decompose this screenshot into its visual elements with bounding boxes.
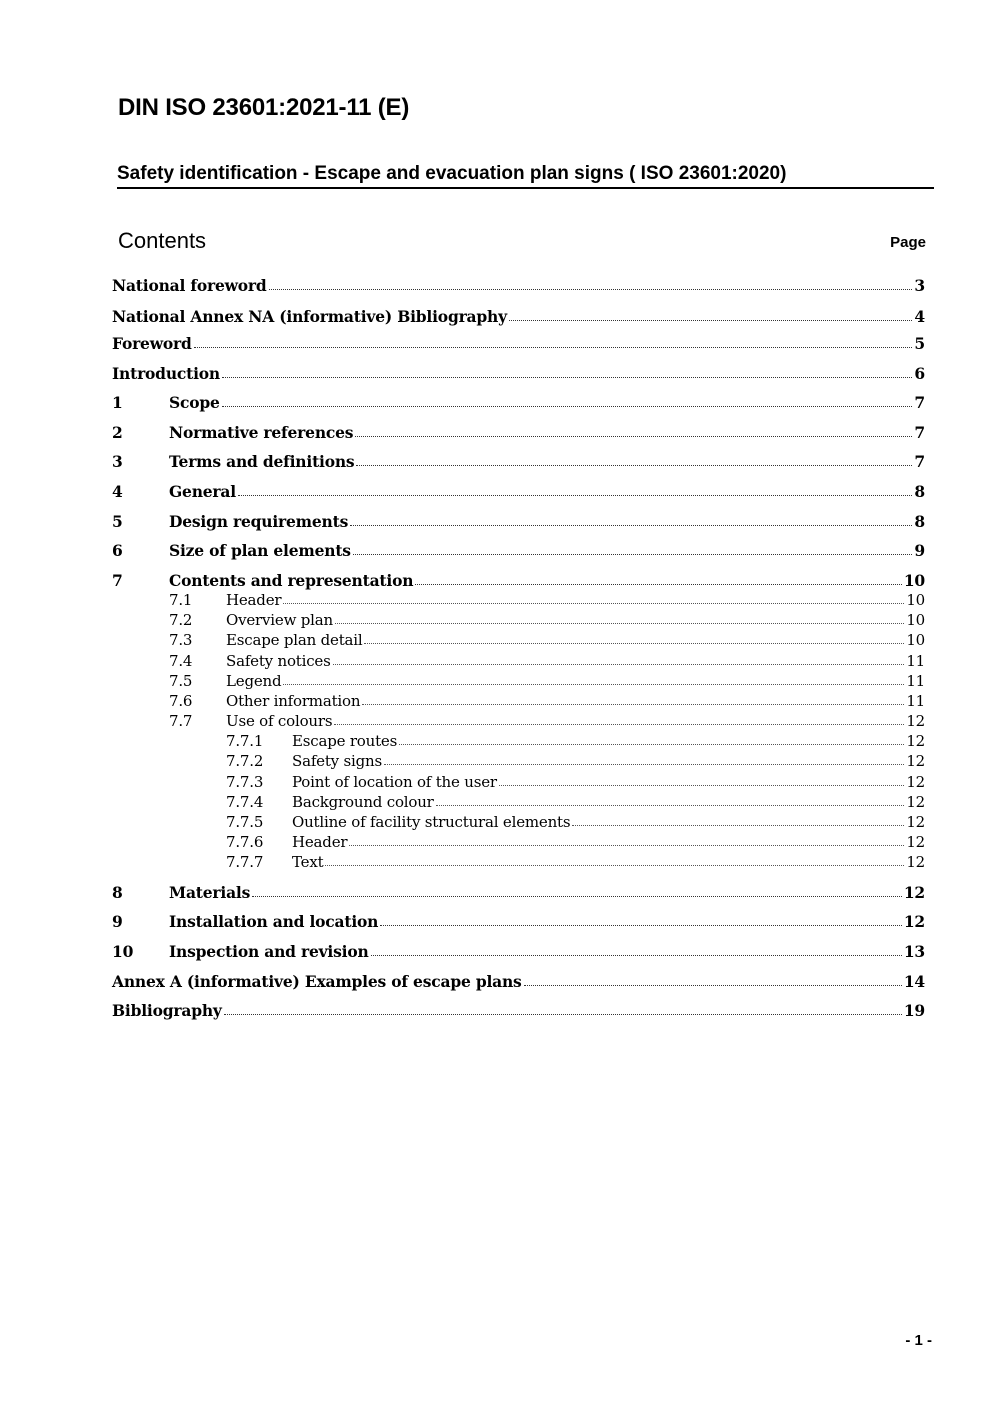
toc-entry-number: 10 bbox=[112, 942, 134, 961]
toc-entry-page: 12 bbox=[906, 833, 925, 851]
toc-entry-page: 5 bbox=[914, 334, 925, 353]
toc-entry-title: Safety signs bbox=[292, 752, 382, 770]
toc-entry-page: 7 bbox=[914, 393, 925, 412]
toc-entry[interactable] bbox=[112, 591, 925, 609]
toc-entry[interactable] bbox=[112, 307, 925, 326]
toc-entry[interactable] bbox=[112, 752, 925, 770]
dot-leader bbox=[224, 1013, 902, 1015]
toc-entry-page: 10 bbox=[903, 571, 925, 590]
toc-entry-page: 13 bbox=[903, 942, 925, 961]
toc-entry[interactable] bbox=[112, 712, 925, 730]
toc-entry-number: 7.7.6 bbox=[226, 833, 264, 851]
toc-entry-page: 12 bbox=[906, 773, 925, 791]
dot-leader bbox=[334, 723, 904, 725]
dot-leader bbox=[194, 346, 913, 348]
dot-leader bbox=[333, 663, 905, 665]
toc-entry-page: 12 bbox=[903, 883, 925, 902]
toc-entry-title: Installation and location bbox=[169, 912, 379, 931]
toc-entry-page: 12 bbox=[906, 813, 925, 831]
toc-entry-page: 19 bbox=[903, 1001, 925, 1020]
toc-entry-number: 7.5 bbox=[169, 672, 193, 690]
toc-entry-number: 7 bbox=[112, 571, 123, 590]
dot-leader bbox=[222, 405, 913, 407]
toc-entry[interactable] bbox=[112, 393, 925, 412]
toc-entry-title: Terms and definitions bbox=[169, 452, 355, 471]
toc-entry[interactable] bbox=[112, 773, 925, 791]
dot-leader bbox=[353, 553, 913, 555]
toc-entry-page: 3 bbox=[914, 276, 925, 295]
toc-entry-number: 7.7.2 bbox=[226, 752, 264, 770]
toc-entry[interactable] bbox=[112, 423, 925, 442]
toc-entry-title: Normative references bbox=[169, 423, 354, 442]
toc-entry-page: 12 bbox=[906, 712, 925, 730]
toc-entry-number: 4 bbox=[112, 482, 123, 501]
dot-leader bbox=[349, 844, 904, 846]
toc-entry-page: 10 bbox=[906, 611, 925, 629]
page-column-label: Page bbox=[890, 234, 926, 251]
toc-entry[interactable] bbox=[112, 793, 925, 811]
toc-entry-title: Inspection and revision bbox=[169, 942, 369, 961]
toc-entry-page: 6 bbox=[914, 364, 925, 383]
document-id: DIN ISO 23601:2021-11 (E) bbox=[118, 94, 410, 121]
toc-entry[interactable] bbox=[112, 732, 925, 750]
dot-leader bbox=[364, 642, 904, 644]
toc-entry[interactable] bbox=[112, 1001, 925, 1020]
toc-entry-number: 8 bbox=[112, 883, 123, 902]
toc-entry-title: Escape routes bbox=[292, 732, 398, 750]
toc-entry-number: 3 bbox=[112, 452, 123, 471]
toc-entry-page: 8 bbox=[914, 482, 925, 501]
toc-entry-number: 7.7.4 bbox=[226, 793, 264, 811]
toc-entry-title: Header bbox=[226, 591, 282, 609]
toc-entry-number: 5 bbox=[112, 512, 123, 531]
toc-entry-number: 6 bbox=[112, 541, 123, 560]
toc-entry-title: Annex A (informative) Examples of escape plans bbox=[112, 972, 522, 991]
toc-entry[interactable] bbox=[112, 611, 925, 629]
toc-entry[interactable] bbox=[112, 833, 925, 851]
toc-entry-page: 10 bbox=[906, 631, 925, 649]
toc-entry[interactable] bbox=[112, 912, 925, 931]
dot-leader bbox=[572, 824, 904, 826]
dot-leader bbox=[355, 435, 912, 437]
toc-entry-page: 9 bbox=[914, 541, 925, 560]
toc-entry-title: Point of location of the user bbox=[292, 773, 497, 791]
toc-entry[interactable] bbox=[112, 672, 925, 690]
dot-leader bbox=[371, 954, 902, 956]
contents-heading: Contents bbox=[118, 228, 207, 253]
dot-leader bbox=[222, 376, 912, 378]
toc-entry-number: 7.2 bbox=[169, 611, 193, 629]
dot-leader bbox=[252, 895, 902, 897]
dot-leader bbox=[380, 924, 902, 926]
toc-entry[interactable] bbox=[112, 482, 925, 501]
toc-entry-page: 12 bbox=[906, 732, 925, 750]
toc-entry[interactable] bbox=[112, 276, 925, 295]
toc-entry-number: 7.3 bbox=[169, 631, 193, 649]
toc-entry-page: 14 bbox=[903, 972, 925, 991]
dot-leader bbox=[269, 288, 913, 290]
toc-entry-title: General bbox=[169, 482, 236, 501]
dot-leader bbox=[283, 683, 904, 685]
toc-entry-title: Outline of facility structural elements bbox=[292, 813, 571, 831]
toc-entry-number: 7.7 bbox=[169, 712, 193, 730]
toc-entry-title: Other information bbox=[226, 692, 361, 710]
toc-entry-page: 11 bbox=[906, 672, 925, 690]
toc-entry-page: 7 bbox=[914, 452, 925, 471]
toc-entry[interactable] bbox=[112, 541, 925, 560]
toc-entry-number: 7.4 bbox=[169, 652, 193, 670]
dot-leader bbox=[384, 763, 904, 765]
toc-entry-title: Background colour bbox=[292, 793, 434, 811]
dot-leader bbox=[399, 743, 904, 745]
toc-entry[interactable] bbox=[112, 652, 925, 670]
dot-leader bbox=[335, 622, 904, 624]
toc-entry-title: Bibliography bbox=[112, 1001, 222, 1020]
toc-entry[interactable] bbox=[112, 631, 925, 649]
toc-entry-title: National Annex NA (informative) Bibliography bbox=[112, 307, 507, 326]
toc-entry[interactable] bbox=[112, 853, 925, 871]
toc-entry-number: 2 bbox=[112, 423, 123, 442]
toc-entry[interactable] bbox=[112, 512, 925, 531]
toc-entry-number: 7.7.7 bbox=[226, 853, 264, 871]
toc-entry-number: 7.7.1 bbox=[226, 732, 264, 750]
toc-entry-title: Materials bbox=[169, 883, 251, 902]
toc-entry-title: Design requirements bbox=[169, 512, 349, 531]
toc-entry-title: Scope bbox=[169, 393, 220, 412]
toc-entry[interactable] bbox=[112, 692, 925, 710]
toc-entry-title: Use of colours bbox=[226, 712, 333, 730]
toc-entry-title: Overview plan bbox=[226, 611, 333, 629]
toc-entry-title: Foreword bbox=[112, 334, 192, 353]
toc-entry-title: Header bbox=[292, 833, 348, 851]
toc-entry-page: 11 bbox=[906, 692, 925, 710]
toc-entry[interactable] bbox=[112, 942, 925, 961]
toc-entry-page: 10 bbox=[906, 591, 925, 609]
dot-leader bbox=[350, 524, 912, 526]
page-number: - 1 - bbox=[905, 1332, 932, 1349]
toc-entry[interactable] bbox=[112, 813, 925, 831]
toc-entry-title: Text bbox=[292, 853, 324, 871]
toc-entry-page: 12 bbox=[906, 752, 925, 770]
toc-entry-title: Legend bbox=[226, 672, 282, 690]
dot-leader bbox=[356, 464, 912, 466]
toc-entry[interactable] bbox=[112, 334, 925, 353]
toc-entry[interactable] bbox=[112, 883, 925, 902]
toc-entry-title: Size of plan elements bbox=[169, 541, 351, 560]
toc-entry[interactable] bbox=[112, 972, 925, 991]
toc-entry-number: 1 bbox=[112, 393, 123, 412]
dot-leader bbox=[362, 703, 904, 705]
toc-entry-number: 7.1 bbox=[169, 591, 193, 609]
document-subtitle: Safety identification - Escape and evacuation plan signs ( ISO 23601:2020) bbox=[117, 162, 934, 189]
dot-leader bbox=[524, 984, 902, 986]
toc-entry-page: 12 bbox=[906, 853, 925, 871]
dot-leader bbox=[283, 602, 904, 604]
toc-entry-title: Escape plan detail bbox=[226, 631, 363, 649]
dot-leader bbox=[415, 583, 902, 585]
toc-entry-title: National foreword bbox=[112, 276, 267, 295]
toc-entry-title: Safety notices bbox=[226, 652, 331, 670]
toc-entry-title: Introduction bbox=[112, 364, 220, 383]
toc-entry-page: 12 bbox=[903, 912, 925, 931]
toc-entry[interactable] bbox=[112, 571, 925, 590]
dot-leader bbox=[238, 494, 912, 496]
toc-entry-page: 11 bbox=[906, 652, 925, 670]
dot-leader bbox=[509, 319, 913, 321]
dot-leader bbox=[436, 804, 905, 806]
toc-entry[interactable] bbox=[112, 452, 925, 471]
toc-entry-number: 7.7.5 bbox=[226, 813, 264, 831]
toc-entry-page: 8 bbox=[914, 512, 925, 531]
toc-entry-number: 9 bbox=[112, 912, 123, 931]
dot-leader bbox=[325, 864, 904, 866]
toc-entry-number: 7.7.3 bbox=[226, 773, 264, 791]
toc-entry[interactable] bbox=[112, 364, 925, 383]
toc-entry-page: 4 bbox=[914, 307, 925, 326]
toc-entry-page: 12 bbox=[906, 793, 925, 811]
toc-entry-page: 7 bbox=[914, 423, 925, 442]
toc-entry-number: 7.6 bbox=[169, 692, 193, 710]
toc-entry-title: Contents and representation bbox=[169, 571, 414, 590]
dot-leader bbox=[499, 784, 904, 786]
